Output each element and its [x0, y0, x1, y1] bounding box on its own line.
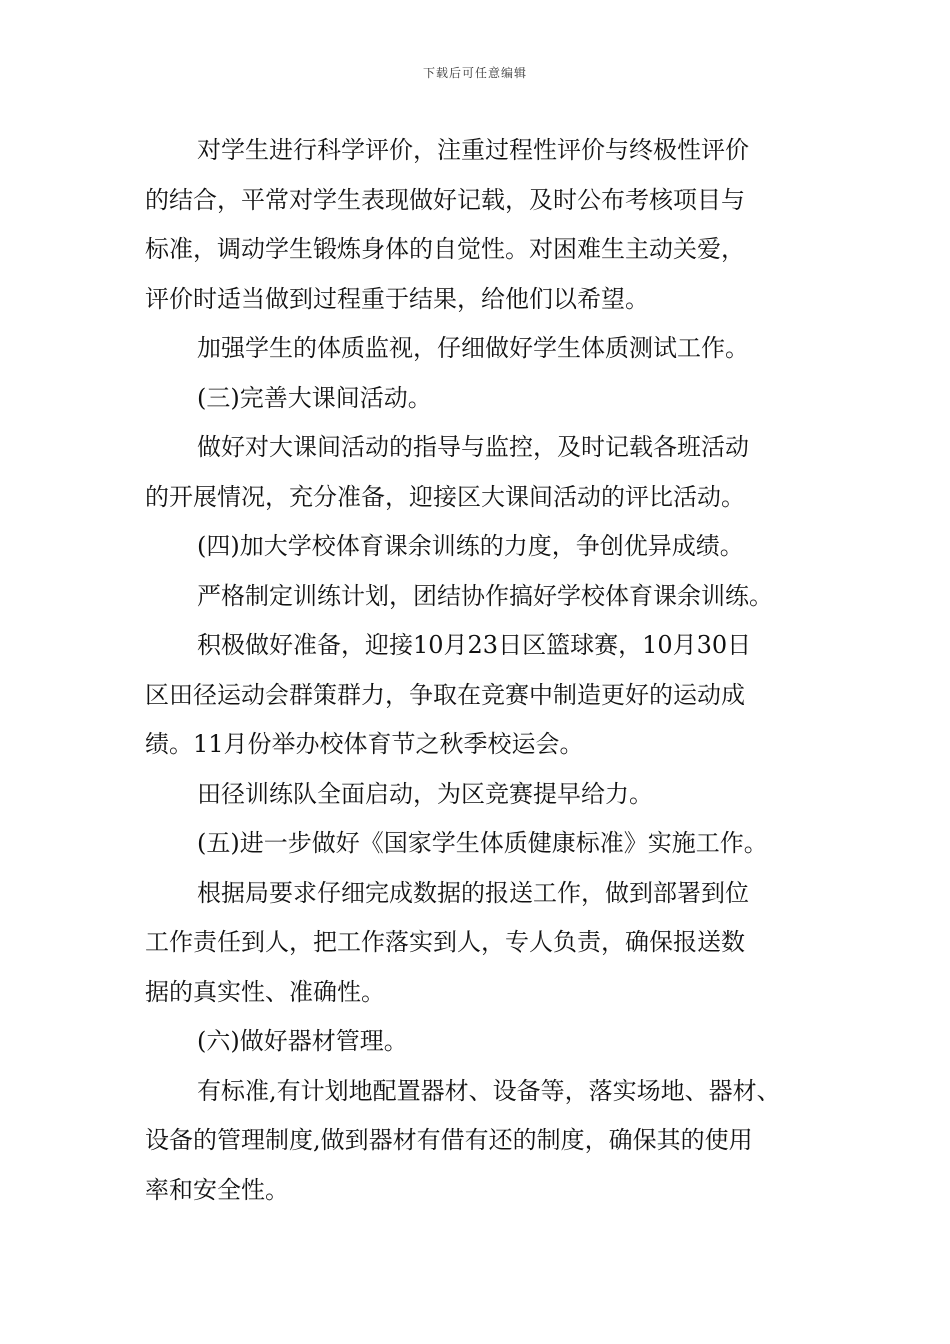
- paragraph-line: 据的真实性、准确性。: [145, 977, 385, 1006]
- paragraph-line: 做好对大课间活动的指导与监控，及时记载各班活动: [197, 433, 749, 461]
- paragraph-line: 区田径运动会群策群力，争取在竞赛中制造更好的运动成: [145, 680, 745, 709]
- paragraph-line: 加强学生的体质监视，仔细做好学生体质测试工作。: [197, 334, 749, 362]
- paragraph-line: 的结合，平常对学生表现做好记载，及时公布考核项目与: [145, 185, 745, 214]
- document-body: [145, 126, 815, 1215]
- paragraph-line: 积极做好准备，迎接10月23日区篮球赛，10月30日: [197, 631, 752, 659]
- section-heading: (四)加大学校体育课余训练的力度，争创优异成绩。: [197, 532, 744, 560]
- paragraph-line: 绩。11月份举办校体育节之秋季校运会。: [145, 730, 584, 758]
- paragraph-line: 严格制定训练计划，团结协作搞好学校体育课余训练。: [197, 581, 773, 610]
- paragraph-line: 设备的管理制度,做到器材有借有还的制度，确保其的使用: [145, 1126, 753, 1154]
- paragraph-line: 评价时适当做到过程重于结果，给他们以希望。: [145, 284, 649, 313]
- paragraph-line: 的开展情况，充分准备，迎接区大课间活动的评比活动。: [145, 482, 745, 511]
- paragraph-line: 标准，调动学生锻炼身体的自觉性。对困难生主动关爱，: [145, 235, 745, 263]
- section-heading: (六)做好器材管理。: [197, 1027, 408, 1055]
- paragraph-line: 田径训练队全面启动，为区竞赛提早给力。: [197, 779, 653, 808]
- paragraph-line: 根据局要求仔细完成数据的报送工作，做到部署到位: [197, 878, 749, 907]
- page-header: 下载后可任意编辑: [422, 66, 527, 80]
- paragraph-line: 工作责任到人，把工作落实到人，专人负责，确保报送数: [145, 928, 745, 956]
- paragraph-line: 率和安全性。: [145, 1175, 289, 1204]
- section-heading: (五)进一步做好《国家学生体质健康标准》实施工作。: [197, 829, 768, 857]
- section-heading: (三)完善大课间活动。: [197, 383, 432, 412]
- paragraph-line: 有标准,有计划地配置器材、设备等，落实场地、器材、: [197, 1076, 781, 1105]
- paragraph-line: 对学生进行科学评价，注重过程性评价与终极性评价: [197, 136, 749, 164]
